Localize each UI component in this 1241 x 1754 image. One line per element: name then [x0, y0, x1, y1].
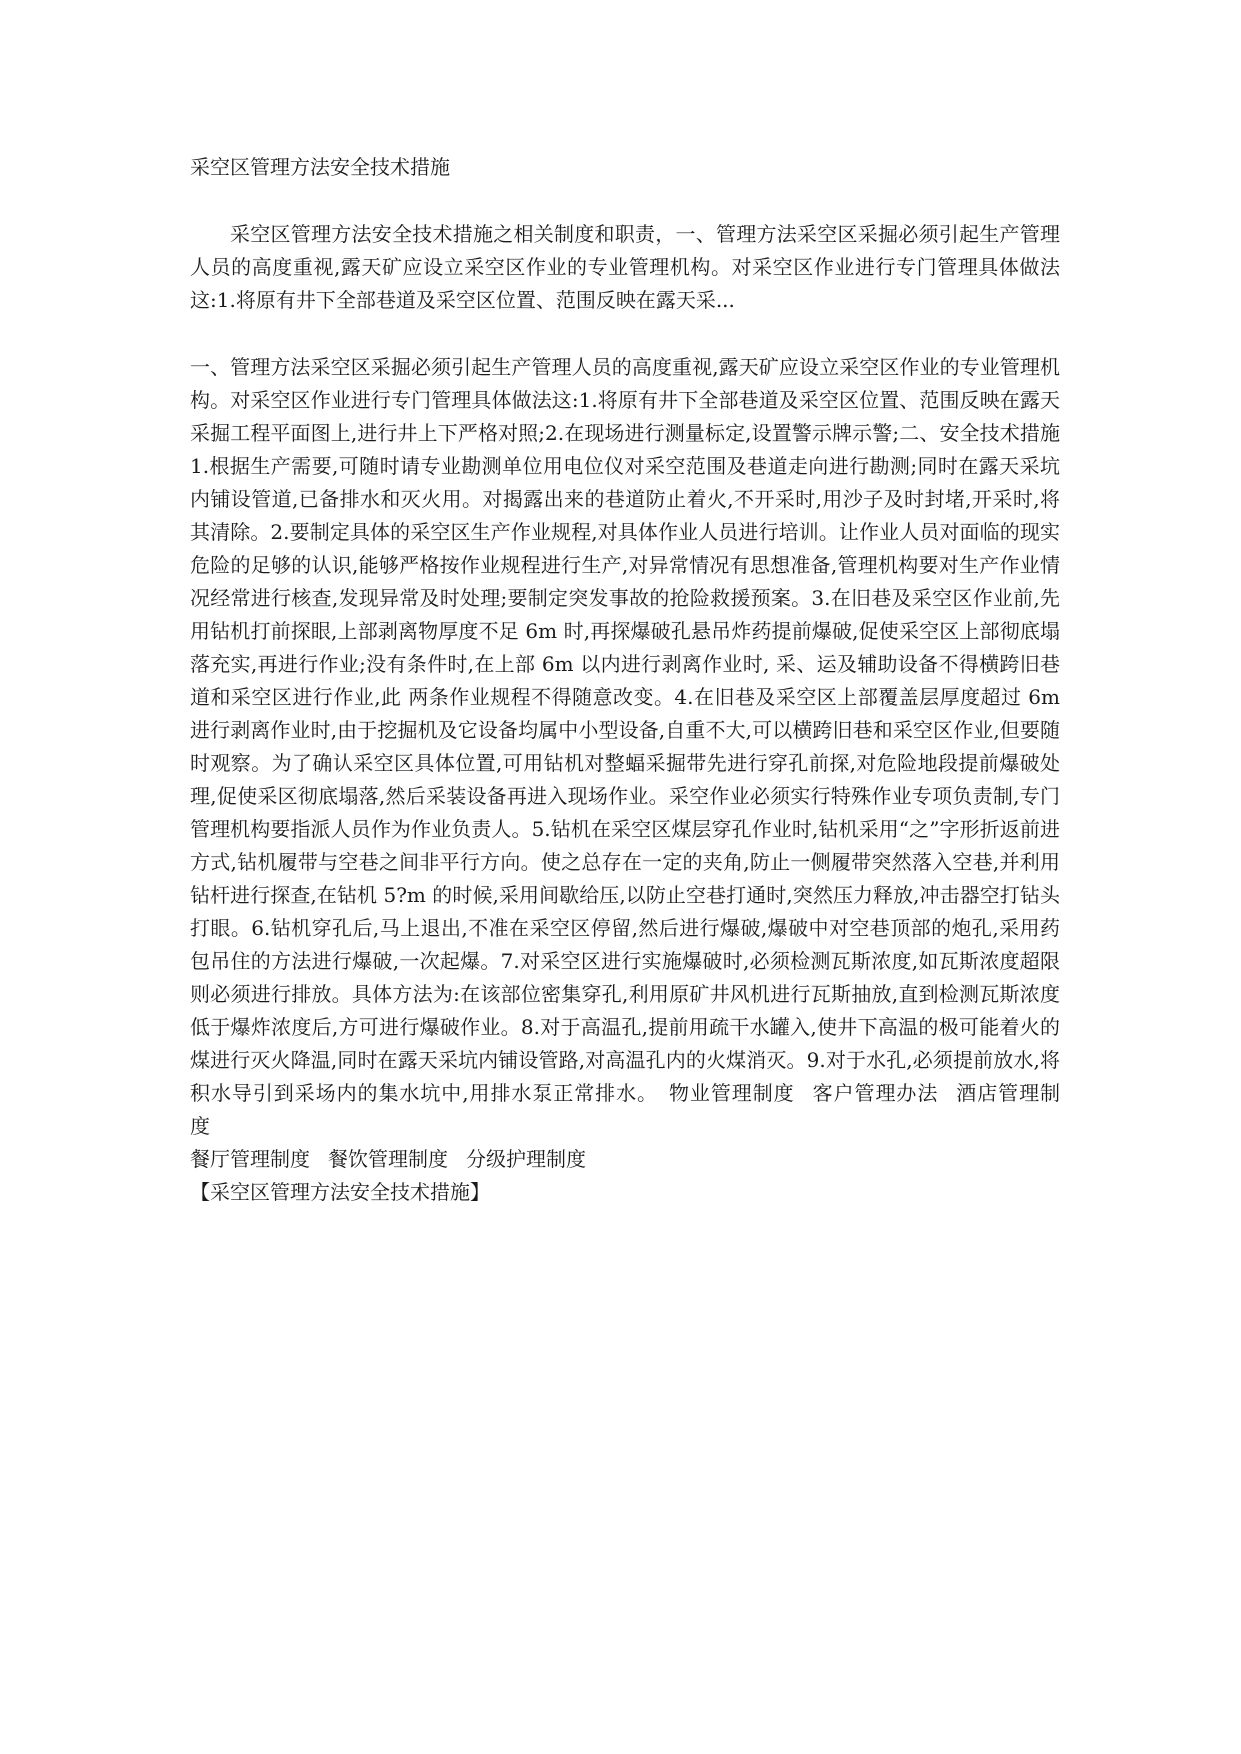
- document-page: [190, 150, 1060, 1209]
- related-links: [190, 1143, 1060, 1176]
- related-link-catering[interactable]: 餐饮管理制度: [328, 1147, 448, 1171]
- document-body: [190, 351, 1060, 1143]
- document-title: 采空区管理方法安全技术措施: [190, 155, 450, 179]
- related-link-nursing[interactable]: 分级护理制度: [466, 1147, 586, 1171]
- related-link-property[interactable]: 物业管理制度: [668, 1081, 795, 1105]
- related-link-restaurant[interactable]: 餐厅管理制度: [190, 1147, 310, 1171]
- document-summary: 采空区管理方法安全技术措施之相关制度和职责，一、管理方法采空区采掘必须引起生产管理人员的高度重视,露天矿应设立采空区作业的专业管理机构。对采空区作业进行专门管理具体做法这:1.将原有井下全部巷道及采空区位置、范围反映在露天采...: [190, 222, 1060, 312]
- document-footer-title: 【采空区管理方法安全技术措施】: [190, 1180, 490, 1204]
- document-body-text: 一、管理方法采空区采掘必须引起生产管理人员的高度重视,露天矿应设立采空区作业的专业管理机构。对采空区作业进行专门管理具体做法这:1.将原有井下全部巷道及采空区位置、范围反映在露天采掘工程平面图上,进行井上下严格对照;2.在现场进行测量标定,设置警示牌示警;二、安全技术措施 1.根据生产需要,可随时请专业勘测单位用电位仪对采空范围及巷道走向进行勘测;同时在露天采坑内铺设管道,已备排水和灭火用。对揭露出来的巷道防止着火,不开采时,用沙子及时封堵,开采时,将其清除。2.要制定具体的采空区生产作业规程,对具体作业人员进行培训。让作业人员对面临的现实危险的足够的认识,能够严格按作业规程进行生产,对异常情况有思想准备,管理机构要对生产作业情况经常进行核查,发现异常及时处理;要制定突发事故的抢险救援预案。3.在旧巷及采空区作业前,先用钻机打前探眼,上部剥离物厚度不足 6m 时,再探爆破孔悬吊炸药提前爆破,促使采空区上部彻底塌落充实,再进行作业;没有条件时,在上部 6m 以内进行剥离作业时, 采、运及辅助设备不得横跨旧巷道和采空区进行作业,此 两条作业规程不得随意改变。4.在旧巷及采空区上部覆盖层厚度超过 6m 进行剥离作业时,由于挖掘机及它设备均属中小型设备,自重不大,可以横跨旧巷和采空区作业,但要随时观察。为了确认采空区具体位置,可用钻机对整蝠采掘带先进行穿孔前探,对危险地段提前爆破处理,促使采区彻底塌落,然后采装设备再进入现场作业。采空作业必须实行特殊作业专项负责制,专门管理机构要指派人员作为作业负责人。5.钻机在采空区煤层穿孔作业时,钻机采用“之”字形折返前进方式,钻机履带与空巷之间非平行方向。使之总存在一定的夹角,防止一侧履带突然落入空巷,并利用钻杆进行探查,在钻机 5?m 的时候,采用间歇给压,以防止空巷打通时,突然压力释放,冲击器空打钻头打眼。6.钻机穿孔后,马上退出,不准在采空区停留,然后进行爆破,爆破中对空巷顶部的炮孔,采用药包吊住的方法进行爆破,一次起爆。7.对采空区进行实施爆破时,必须检测瓦斯浓度,如瓦斯浓度超限则必须进行排放。具体方法为:在该部位密集穿孔,利用原矿井风机进行瓦斯抽放,直到检测瓦斯浓度低于爆炸浓度后,方可进行爆破作业。8.对于高温孔,提前用疏干水罐入,使井下高温的极可能着火的煤进行灭火降温,同时在露天采坑内铺设管路,对高温孔内的火煤消灭。9.对于水孔,必须提前放水,将积水导引到采场内的集水坑中,用排水泵正常排水。: [190, 355, 1060, 1105]
- related-link-hotel[interactable]: 酒店管理制度: [190, 1081, 1061, 1138]
- related-link-customer[interactable]: 客户管理办法: [812, 1081, 939, 1105]
